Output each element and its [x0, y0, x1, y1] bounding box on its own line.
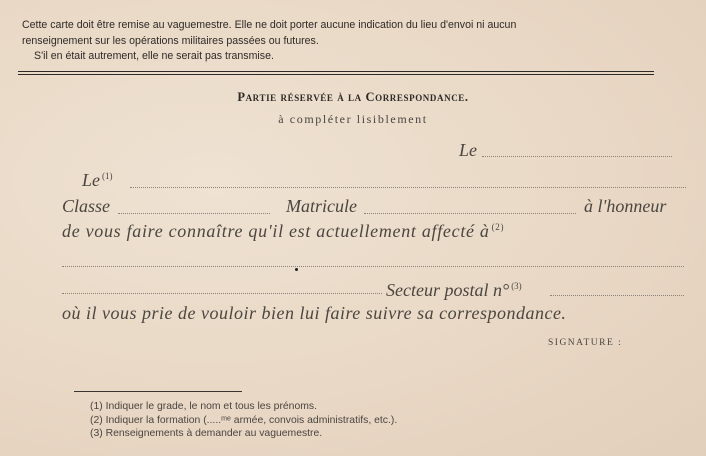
name-label: Le $^{(1)}$: [82, 170, 113, 190]
classe-field[interactable]: [118, 213, 270, 214]
signature-label: SIGNATURE :: [548, 338, 623, 348]
name-footnote-ref: (1): [102, 171, 113, 181]
date-label: Le: [459, 140, 477, 160]
footnote-divider: [74, 391, 242, 392]
ink-dot: [295, 268, 298, 271]
top-divider-thin: [18, 74, 654, 75]
suivre-text: où il vous prie de vouloir bien lui faire suivre sa correspondance.: [62, 303, 567, 323]
name-field[interactable]: [130, 187, 686, 188]
date-field[interactable]: [482, 156, 672, 157]
classe-label: Classe: [62, 196, 111, 216]
section-subtitle: à compléter lisiblement: [278, 112, 428, 126]
secteur-field[interactable]: [550, 295, 684, 296]
warning-notice: [22, 18, 682, 65]
warning-line-3: S'il en était autrement, elle ne serait pas transmise.: [34, 50, 274, 62]
matricule-field[interactable]: [364, 213, 576, 214]
matricule-label: Matricule: [286, 196, 357, 216]
formation-field[interactable]: [62, 266, 684, 267]
secteur-footnote-ref: (3): [511, 281, 522, 291]
affecte-label: de vous faire connaître qu'il est actuellement affecté à $^{(2)}$: [62, 221, 505, 241]
secteur-prefix-field[interactable]: [62, 293, 382, 294]
warning-line-1: Cette carte doit être remise au vaguemestre. Elle ne doit porter aucune indication du lieu d'envoi ni aucun: [22, 19, 517, 31]
honneur-label: à l'honneur: [584, 196, 667, 216]
section-title: Partie réservée à la Correspondance.: [237, 90, 469, 104]
footnotes: [90, 400, 397, 441]
top-divider: [18, 71, 654, 72]
footnote-2: (2) Indiquer la formation (.....ᵐᵉ armée, convois administratifs, etc.).: [90, 414, 398, 426]
warning-line-2: renseignement sur les opérations militaires passées ou futures.: [22, 34, 319, 47]
affecte-footnote-ref: (2): [491, 222, 505, 232]
footnote-3: (3) Renseignements à demander au vaguemestre.: [90, 428, 323, 439]
secteur-label: Secteur postal n° $^{(3)}$: [386, 280, 522, 300]
footnote-1: (1) Indiquer le grade, le nom et tous les prénoms.: [90, 401, 317, 412]
